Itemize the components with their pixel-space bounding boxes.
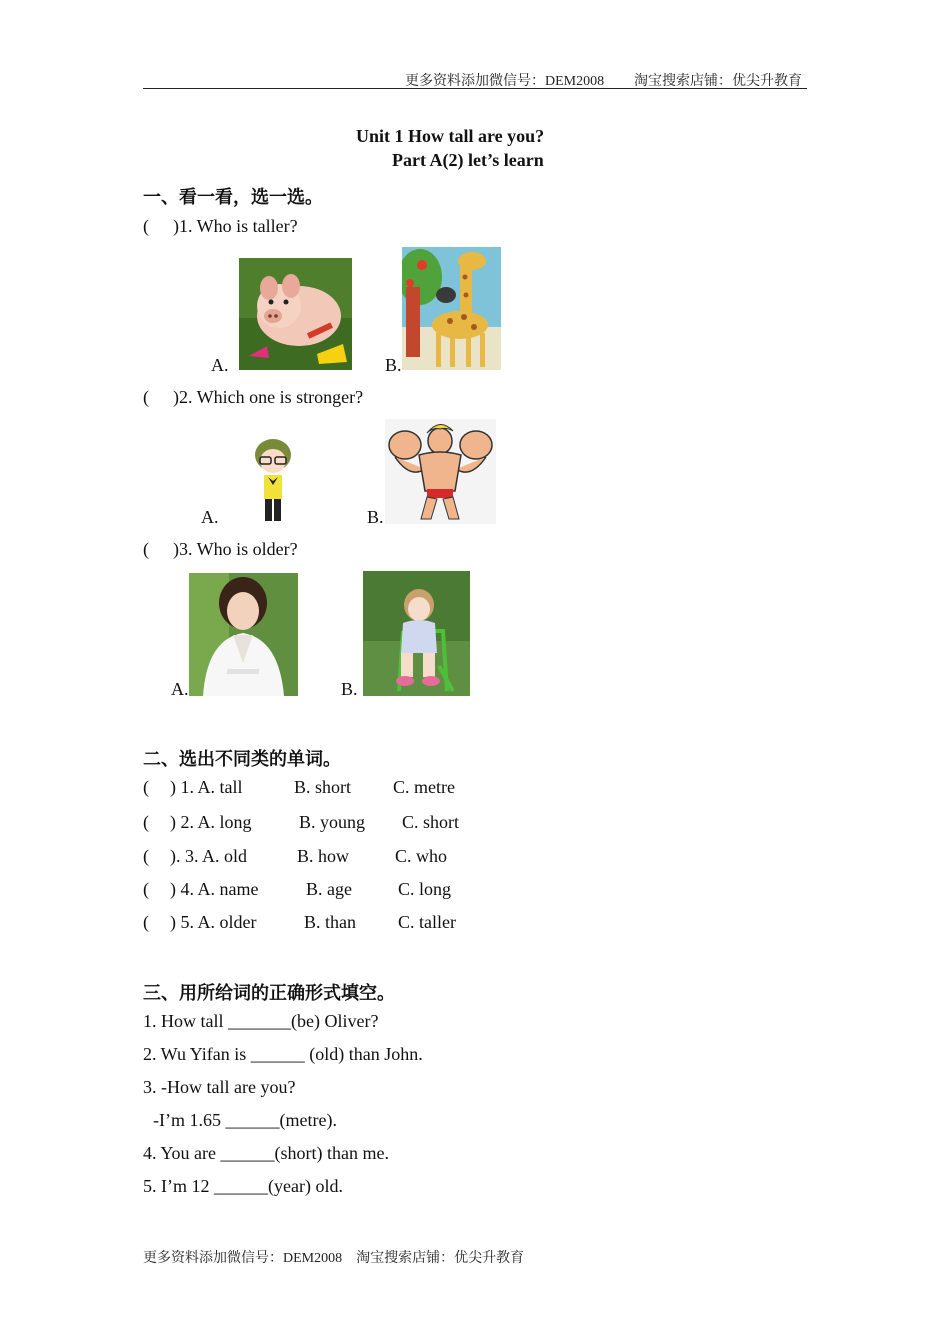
s2-row2-b: B. young	[299, 812, 366, 832]
part-title: Part A(2) let’s learn	[392, 150, 544, 170]
s2-row2-paren: (	[143, 812, 149, 832]
thin-boy-image	[250, 437, 296, 524]
q3-option-b-label: B.	[341, 679, 358, 699]
section2-heading: 二、选出不同类的单词。	[143, 749, 341, 770]
q1-text: )1. Who is taller?	[173, 216, 298, 236]
woman-image	[189, 573, 298, 696]
s3-line1: 1. How tall _______(be) Oliver?	[143, 1011, 379, 1031]
section3-heading: 三、用所给词的正确形式填空。	[143, 983, 395, 1004]
s2-row5-b: B. than	[304, 912, 356, 932]
s2-row5-a: ) 5. A. older	[170, 912, 257, 932]
s2-row4-a: ) 4. A. name	[170, 879, 259, 899]
s2-row3-c: C. who	[395, 846, 448, 866]
s2-row4-paren: (	[143, 879, 149, 899]
header-divider	[143, 88, 807, 89]
q2-paren: (	[143, 387, 149, 407]
q3-paren: (	[143, 539, 149, 559]
s2-row5-c: C. taller	[398, 912, 456, 932]
q1-paren: (	[143, 216, 149, 236]
s2-row2-c: C. short	[402, 812, 460, 832]
s2-row1-a: ) 1. A. tall	[170, 777, 243, 797]
header-shop-text: 淘宝搜索店铺：优尖升教育	[634, 74, 802, 89]
s2-row2-a: ) 2. A. long	[170, 812, 252, 832]
s3-line5: 5. I’m 12 ______(year) old.	[143, 1176, 343, 1196]
little-girl-image	[363, 571, 470, 696]
s3-line2: 2. Wu Yifan is ______ (old) than John.	[143, 1044, 423, 1064]
q3-option-a-label: A.	[171, 679, 189, 699]
q2-option-a-label: A.	[201, 507, 219, 527]
q1-option-b-label: B.	[385, 355, 402, 375]
s3-line4: 4. You are ______(short) than me.	[143, 1143, 389, 1163]
s2-row3-b: B. how	[297, 846, 350, 866]
s2-row3-a: ). 3. A. old	[170, 846, 248, 866]
pig-image	[239, 258, 352, 370]
giraffe-image	[402, 247, 501, 370]
s2-row1-paren: (	[143, 777, 149, 797]
s2-row4-c: C. long	[398, 879, 452, 899]
s2-row3-paren: (	[143, 846, 149, 866]
q2-text: )2. Which one is stronger?	[173, 387, 364, 407]
q1-option-a-label: A.	[211, 355, 229, 375]
s2-row1-b: B. short	[294, 777, 352, 797]
footer-text: 更多资料添加微信号：DEM2008 淘宝搜索店铺：优尖升教育	[143, 1251, 525, 1266]
section1-heading: 一、看一看，选一选。	[143, 187, 323, 208]
s2-row1-c: C. metre	[393, 777, 455, 797]
q2-option-b-label: B.	[367, 507, 384, 527]
s2-row5-paren: (	[143, 912, 149, 932]
header-wechat-text: 更多资料添加微信号：DEM2008	[405, 74, 605, 89]
s3-line3: 3. -How tall are you?	[143, 1077, 296, 1097]
unit-title: Unit 1 How tall are you?	[356, 126, 545, 146]
s3-line3-answer: -I’m 1.65 ______(metre).	[153, 1110, 337, 1130]
strong-man-image	[385, 419, 496, 524]
q3-text: )3. Who is older?	[173, 539, 298, 559]
s2-row4-b: B. age	[306, 879, 352, 899]
